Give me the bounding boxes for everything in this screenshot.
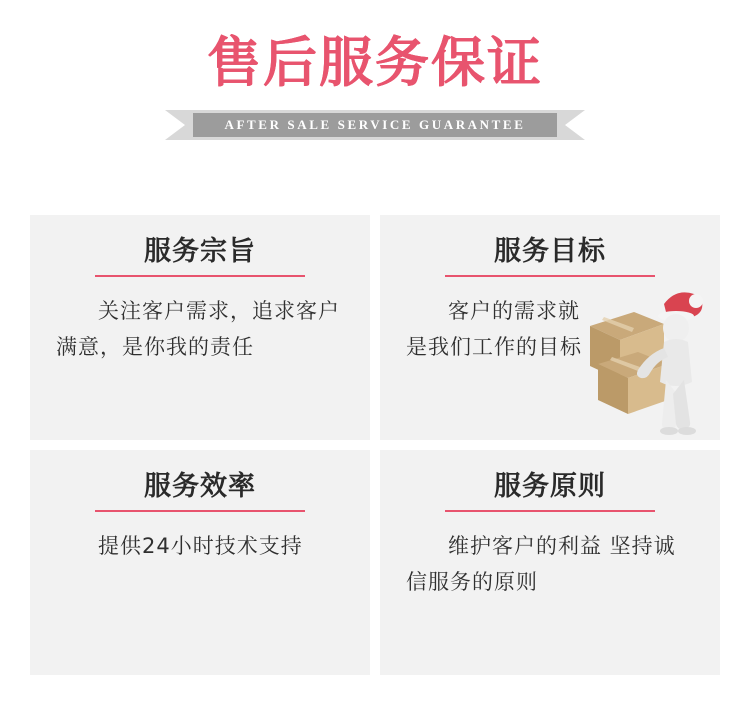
subtitle-text: AFTER SALE SERVICE GUARANTEE xyxy=(224,117,526,132)
card-service-efficiency xyxy=(30,450,370,675)
title-block xyxy=(0,31,750,94)
card-title: 服务宗旨 xyxy=(144,236,256,267)
ribbon-inner-band xyxy=(193,113,557,137)
card-body: 关注客户需求，追求客户满意，是你我的责任 xyxy=(56,298,340,360)
mascot-with-boxes-icon xyxy=(572,268,712,438)
card-title: 服务原则 xyxy=(494,471,606,502)
card-service-goal xyxy=(380,215,720,440)
card-service-principle xyxy=(380,450,720,675)
card-title: 服务效率 xyxy=(144,471,256,502)
bottom-spacer xyxy=(0,687,750,715)
subtitle-ribbon xyxy=(165,110,585,140)
card-body: 维护客户的利益 坚持诚信服务的原则 xyxy=(406,533,676,595)
page-title: 售后服务保证 xyxy=(207,31,543,94)
card-divider xyxy=(445,510,655,512)
card-divider xyxy=(95,510,305,512)
card-body: 客户的需求就是我们工作的目标 xyxy=(406,298,582,360)
card-body: 提供24小时技术支持 xyxy=(98,533,303,558)
card-grid xyxy=(30,215,720,675)
card-title: 服务目标 xyxy=(494,236,606,267)
card-divider xyxy=(95,275,305,277)
poster-header xyxy=(0,0,750,190)
card-service-purpose xyxy=(30,215,370,440)
